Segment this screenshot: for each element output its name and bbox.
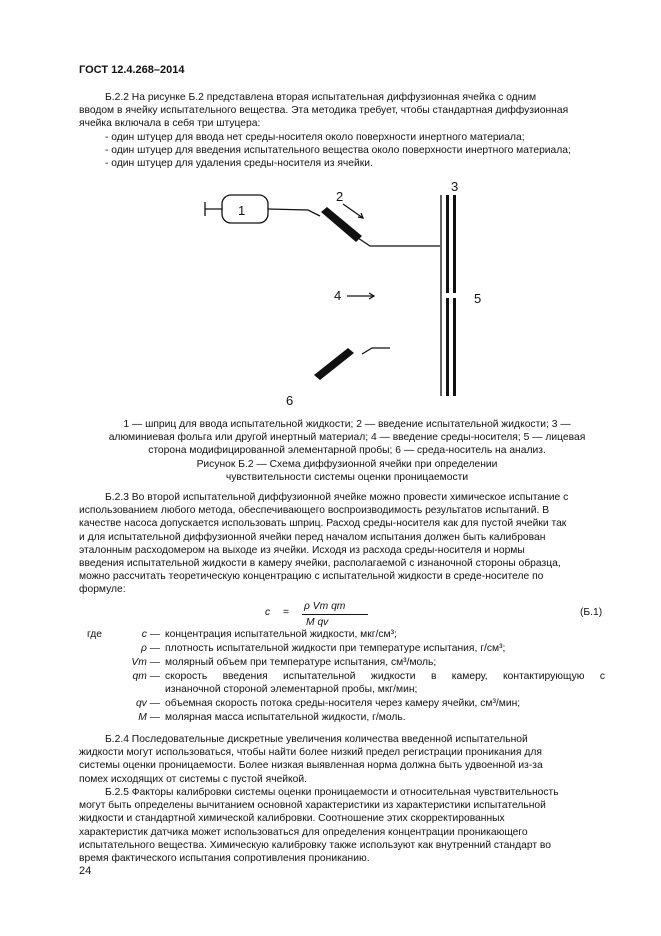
definition-qm-cont: изнаночной стороной элементарной пробы, мкг/мин; [165, 684, 418, 695]
text-line: вводом в ячейку испытательного вещества. Эта методика требует, чтобы стандартная диффузионная [79, 105, 569, 117]
fitting-6 [314, 348, 354, 380]
definition-vm: молярный объем при температуре испытания, см³/моль; [165, 657, 437, 668]
symbol-rho: ρ — [140, 643, 160, 654]
text-line: могут быть определены вычитанием основной характеристики из характеристики испытательной [79, 800, 546, 812]
text-line: эталонным расходомером на выходе из ячейки. Исходя из расхода среды-носителя и нормы [79, 544, 525, 556]
text-line: можно рассчитать теоретическую концентрацию с испытательной жидкости в среде-носителе по [79, 571, 544, 583]
bullet-item: - один штуцер для удаления среды-носителя из ячейки. [105, 158, 373, 170]
definition-qm: скорость введения испытательной жидкости в камеру, контактирующую с [165, 671, 605, 682]
text-line: Б.2.4 Последовательные дискретные увеличения количества введенной испытательной [105, 734, 528, 745]
formula-numerator: ρ Vm qm [304, 601, 346, 612]
text-line: помех исходящих от системы с пустой ячейкой. [79, 773, 308, 785]
page-number: 24 [79, 865, 92, 877]
paragraph-b23 [79, 491, 615, 597]
text-line: использованием любого метода, обеспечивающего воспроизводимость результатов испытаний. В [79, 505, 550, 517]
text-line: время фактического испытания сопротивления прониканию. [79, 853, 370, 865]
figure-label-3: 3 [451, 179, 459, 194]
outlet-tube-6 [362, 348, 390, 354]
arrow-2 [343, 204, 363, 218]
text-line: Б.2.5 Факторы калибровки системы оценки проницаемости и относительная чувствительность [105, 787, 559, 798]
foil-layer-a [446, 195, 449, 293]
text-line: жидкости и стандартной химической калибровки. Соотношение этих скорректированных [79, 813, 505, 825]
paragraph-b22 [79, 91, 615, 170]
text-line: характеристик датчика может использоваться для определения концентрации проникающего [79, 826, 528, 838]
text-line: системы оценки проницаемости. Более низкая выявленная норма должна быть удвоенной из-за [79, 760, 543, 772]
formula-equals: = [283, 607, 290, 618]
definition-qv: объемная скорость потока среды-носителя через камеру ячейки, см³/мин; [165, 698, 521, 709]
figure-label-2: 2 [336, 189, 344, 204]
foil-layer-d [453, 298, 456, 396]
text-line: Б.2.3 Во второй испытательной диффузионной ячейке можно провести химическое испытание с [105, 492, 569, 503]
figure-label-1: 1 [238, 203, 246, 218]
figure-label-6: 6 [286, 393, 294, 408]
definition-rho: плотность испытательной жидкости при температуре испытания, г/см³; [165, 643, 506, 654]
document-header: ГОСТ 12.4.268–2014 [79, 64, 185, 76]
text-line: и для испытательной диффузионной ячейки перед началом испытания должен быть калиброван [79, 531, 546, 543]
foil-layer-b [453, 195, 456, 293]
legend-line: 1 — шприц для ввода испытательной жидкости; 2 — введение испытательной жидкости; 3 — [123, 419, 571, 430]
fraction-bar [302, 614, 368, 615]
formula-denominator: M qv [306, 617, 329, 628]
figure-caption: чувствительности системы оценки проницаемости [225, 471, 469, 483]
symbol-qm: qm — [132, 671, 160, 682]
symbol-qv: qv — [135, 698, 160, 709]
text-line: жидкости могут использоваться, чтобы найти более низкий предел регистрации проникания для [79, 747, 542, 759]
figure-label-5: 5 [474, 291, 482, 306]
bullet-item: - один штуцер для ввода нет среды-носителя около поверхности инертного материала; [105, 131, 525, 143]
definition-c: концентрация испытательной жидкости, мкг/см³; [165, 629, 397, 640]
paragraph-b24 [79, 733, 615, 786]
legend-line: алюминиевая фольга или другой инертный материал; 4 — введение среды-носителя; 5 — лицевая [108, 432, 586, 444]
formula-number: (Б.1) [580, 607, 603, 618]
diffusion-cell-diagram [190, 176, 510, 412]
text-line: испытательного вещества. Химическую калибровку также используют как внутренний стандарт во [79, 839, 551, 851]
text-line: качестве насоса допускается использовать шприц. Расход среды-носителя как для пустой ячейки так [79, 518, 567, 530]
bullet-item: - один штуцер для введения испытательного вещества около поверхности инертного материала; [105, 144, 571, 156]
paragraph-b25 [79, 786, 615, 865]
symbol-m: M — [138, 712, 160, 723]
definition-m: молярная масса испытательной жидкости, г/моль. [165, 712, 406, 723]
figure-label-4: 4 [334, 288, 342, 303]
where-label: где [87, 629, 103, 640]
text-line: формуле: [79, 584, 126, 596]
text-line: Б.2.2 На рисунке Б.2 представлена вторая испытательная диффузионная ячейка с одним [105, 92, 537, 103]
text-line: введения испытательной жидкости в камеру ячейки, располагаемой с изнаночной стороны образца, [79, 558, 561, 570]
symbol-c: c — [141, 629, 160, 640]
text-line: ячейка включала в себя три штуцера: [79, 118, 261, 130]
legend-line: сторона модифицированной элементарной пробы; 6 — среда-носитель на анализ. [148, 445, 546, 457]
inlet-tube-2 [358, 238, 440, 246]
symbol-vm: Vm — [131, 657, 160, 668]
formula-lhs: c [265, 607, 271, 618]
syringe-tube [268, 209, 320, 216]
foil-layer-c [446, 298, 449, 396]
figure-caption: Рисунок Б.2 — Схема диффузионной ячейки при определении [196, 458, 498, 470]
figure-legend [79, 418, 615, 484]
